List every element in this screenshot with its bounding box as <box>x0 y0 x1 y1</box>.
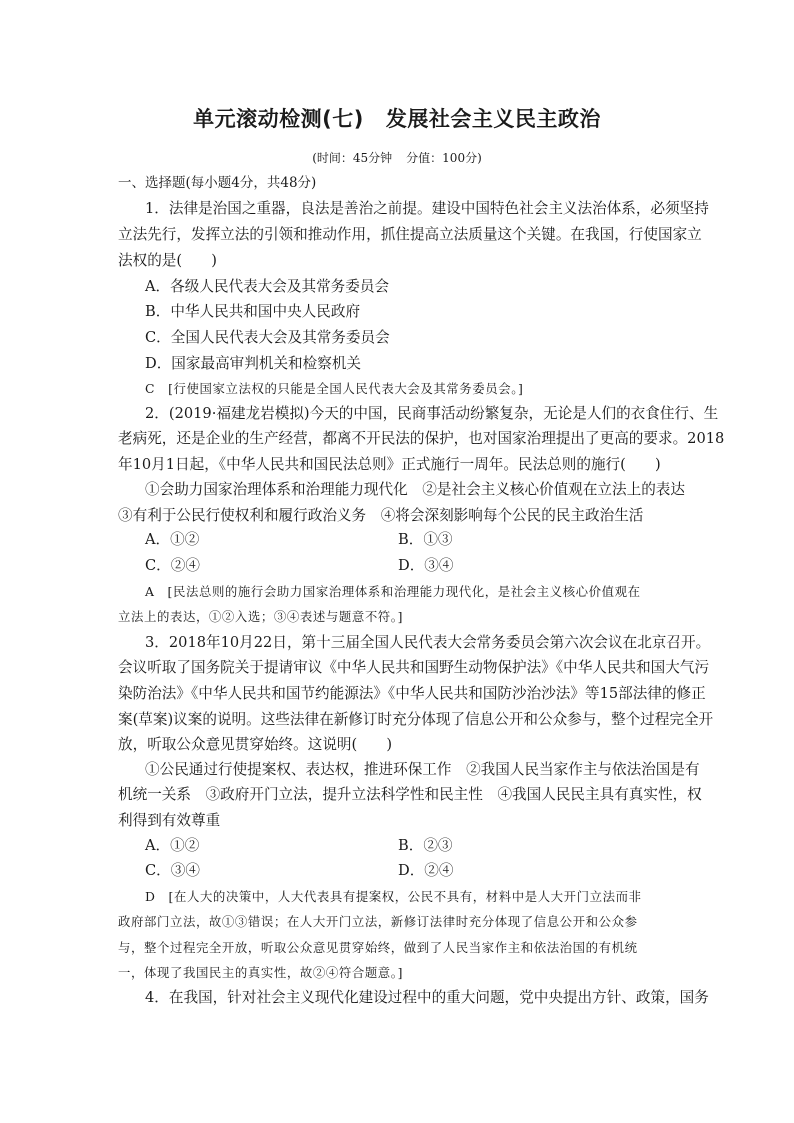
q1-option-a: A．各级人民代表大会及其常务委员会 <box>145 278 390 295</box>
q3-option-b: B．②③ <box>398 837 453 854</box>
q1-stem-line: 1．法律是治国之重器，良法是善治之前提。建设中国特色社会主义法治体系，必须坚持 <box>145 200 709 217</box>
q2-option-a: A．①② <box>145 531 200 548</box>
meta-time: (时间：45分钟 <box>312 151 393 165</box>
q4-stem-line: 4．在我国，针对社会主义现代化建设过程中的重大问题，党中央提出方针、政策，国务 <box>145 989 709 1006</box>
q2-statements-line: ①会助力国家治理体系和治理能力现代化 ②是社会主义核心价值观在立法上的表达 <box>145 481 685 498</box>
exam-meta <box>0 149 794 166</box>
q3-answer-line: 与，整个过程完全开放，听取公众意见贯穿始终，做到了人民当家作主和依法治国的有机统 <box>118 940 638 955</box>
q2-answer-line: 立法上的表达，①②入选；③④表述与题意不符。] <box>118 609 404 624</box>
q3-statements-line: 利得到有效尊重 <box>118 812 221 829</box>
q1-option-c: C．全国人民代表大会及其常务委员会 <box>145 329 390 346</box>
q2-option-b: B．①③ <box>398 531 453 548</box>
section-heading: 一、选择题(每小题4分，共48分) <box>118 175 317 191</box>
q3-answer-line: D [在人大的决策中，人大代表具有提案权，公民不具有，材料中是人大开门立法而非 <box>145 889 642 904</box>
title-right: 发展社会主义民主政治 <box>385 107 601 131</box>
q3-stem-line: 会议听取了国务院关于提请审议《中华人民共和国野生动物保护法》《中华人民共和国大气污 <box>118 659 710 676</box>
page-title <box>0 103 794 133</box>
q1-option-d: D．国家最高审判机关和检察机关 <box>145 355 362 372</box>
q3-option-a: A．①② <box>145 837 200 854</box>
q3-answer-line: 政府部门立法，故①③错误；在人大开门立法，新修订法律时充分体现了信息公开和公众参 <box>118 914 638 929</box>
q1-answer: C [行使国家立法权的只能是全国人民代表大会及其常务委员会。] <box>145 381 524 396</box>
q2-option-d: D．③④ <box>398 557 454 574</box>
q3-option-c: C．③④ <box>145 862 200 879</box>
q3-stem-line: 3．2018年10月22日，第十三届全国人民代表大会常务委员会第六次会议在北京召开。 <box>145 634 711 651</box>
q3-statements-line: 机统一关系 ③政府开门立法，提升立法科学性和民主性 ④我国人民民主具有真实性，权 <box>118 786 702 803</box>
q3-answer-line: 一，体现了我国民主的真实性，故②④符合题意。] <box>118 965 404 980</box>
q1-option-b: B．中华人民共和国中央人民政府 <box>145 303 361 320</box>
q2-statements-line: ③有利于公民行使权利和履行政治义务 ④将会深刻影响每个公民的民主政治生活 <box>118 507 644 524</box>
q2-stem-line: 年10月1日起，《中华人民共和国民法总则》正式施行一周年。民法总则的施行( ) <box>118 456 661 473</box>
title-left: 单元滚动检测(七) <box>193 107 364 131</box>
q3-stem-line: 放，听取公众意见贯穿始终。这说明( ) <box>118 736 393 753</box>
q3-stem-line: 案(草案)议案的说明。这些法律在新修订时充分体现了信息公开和公众参与，整个过程完全开 <box>118 711 714 728</box>
q2-answer-line: A [民法总则的施行会助力国家治理体系和治理能力现代化，是社会主义核心价值观在 <box>145 584 641 599</box>
q1-stem-line: 法权的是( ) <box>118 252 217 269</box>
meta-score: 分值：100分) <box>406 151 482 165</box>
q3-option-d: D．②④ <box>398 862 454 879</box>
q2-option-c: C．②④ <box>145 557 200 574</box>
q2-stem-line: 老病死，还是企业的生产经营，都离不开民法的保护，也对国家治理提出了更高的要求。2018 <box>118 430 725 447</box>
q3-statements-line: ①公民通过行使提案权、表达权，推进环保工作 ②我国人民当家作主与依法治国是有 <box>145 761 700 778</box>
q2-stem-line: 2．(2019·福建龙岩模拟)今天的中国，民商事活动纷繁复杂，无论是人们的衣食住行、生 <box>145 405 719 422</box>
q1-stem-line: 立法先行，发挥立法的引领和推动作用，抓住提高立法质量这个关键。在我国，行使国家立 <box>118 226 702 243</box>
q3-stem-line: 染防治法》《中华人民共和国节约能源法》《中华人民共和国防沙治沙法》等15部法律的修正 <box>118 685 706 702</box>
